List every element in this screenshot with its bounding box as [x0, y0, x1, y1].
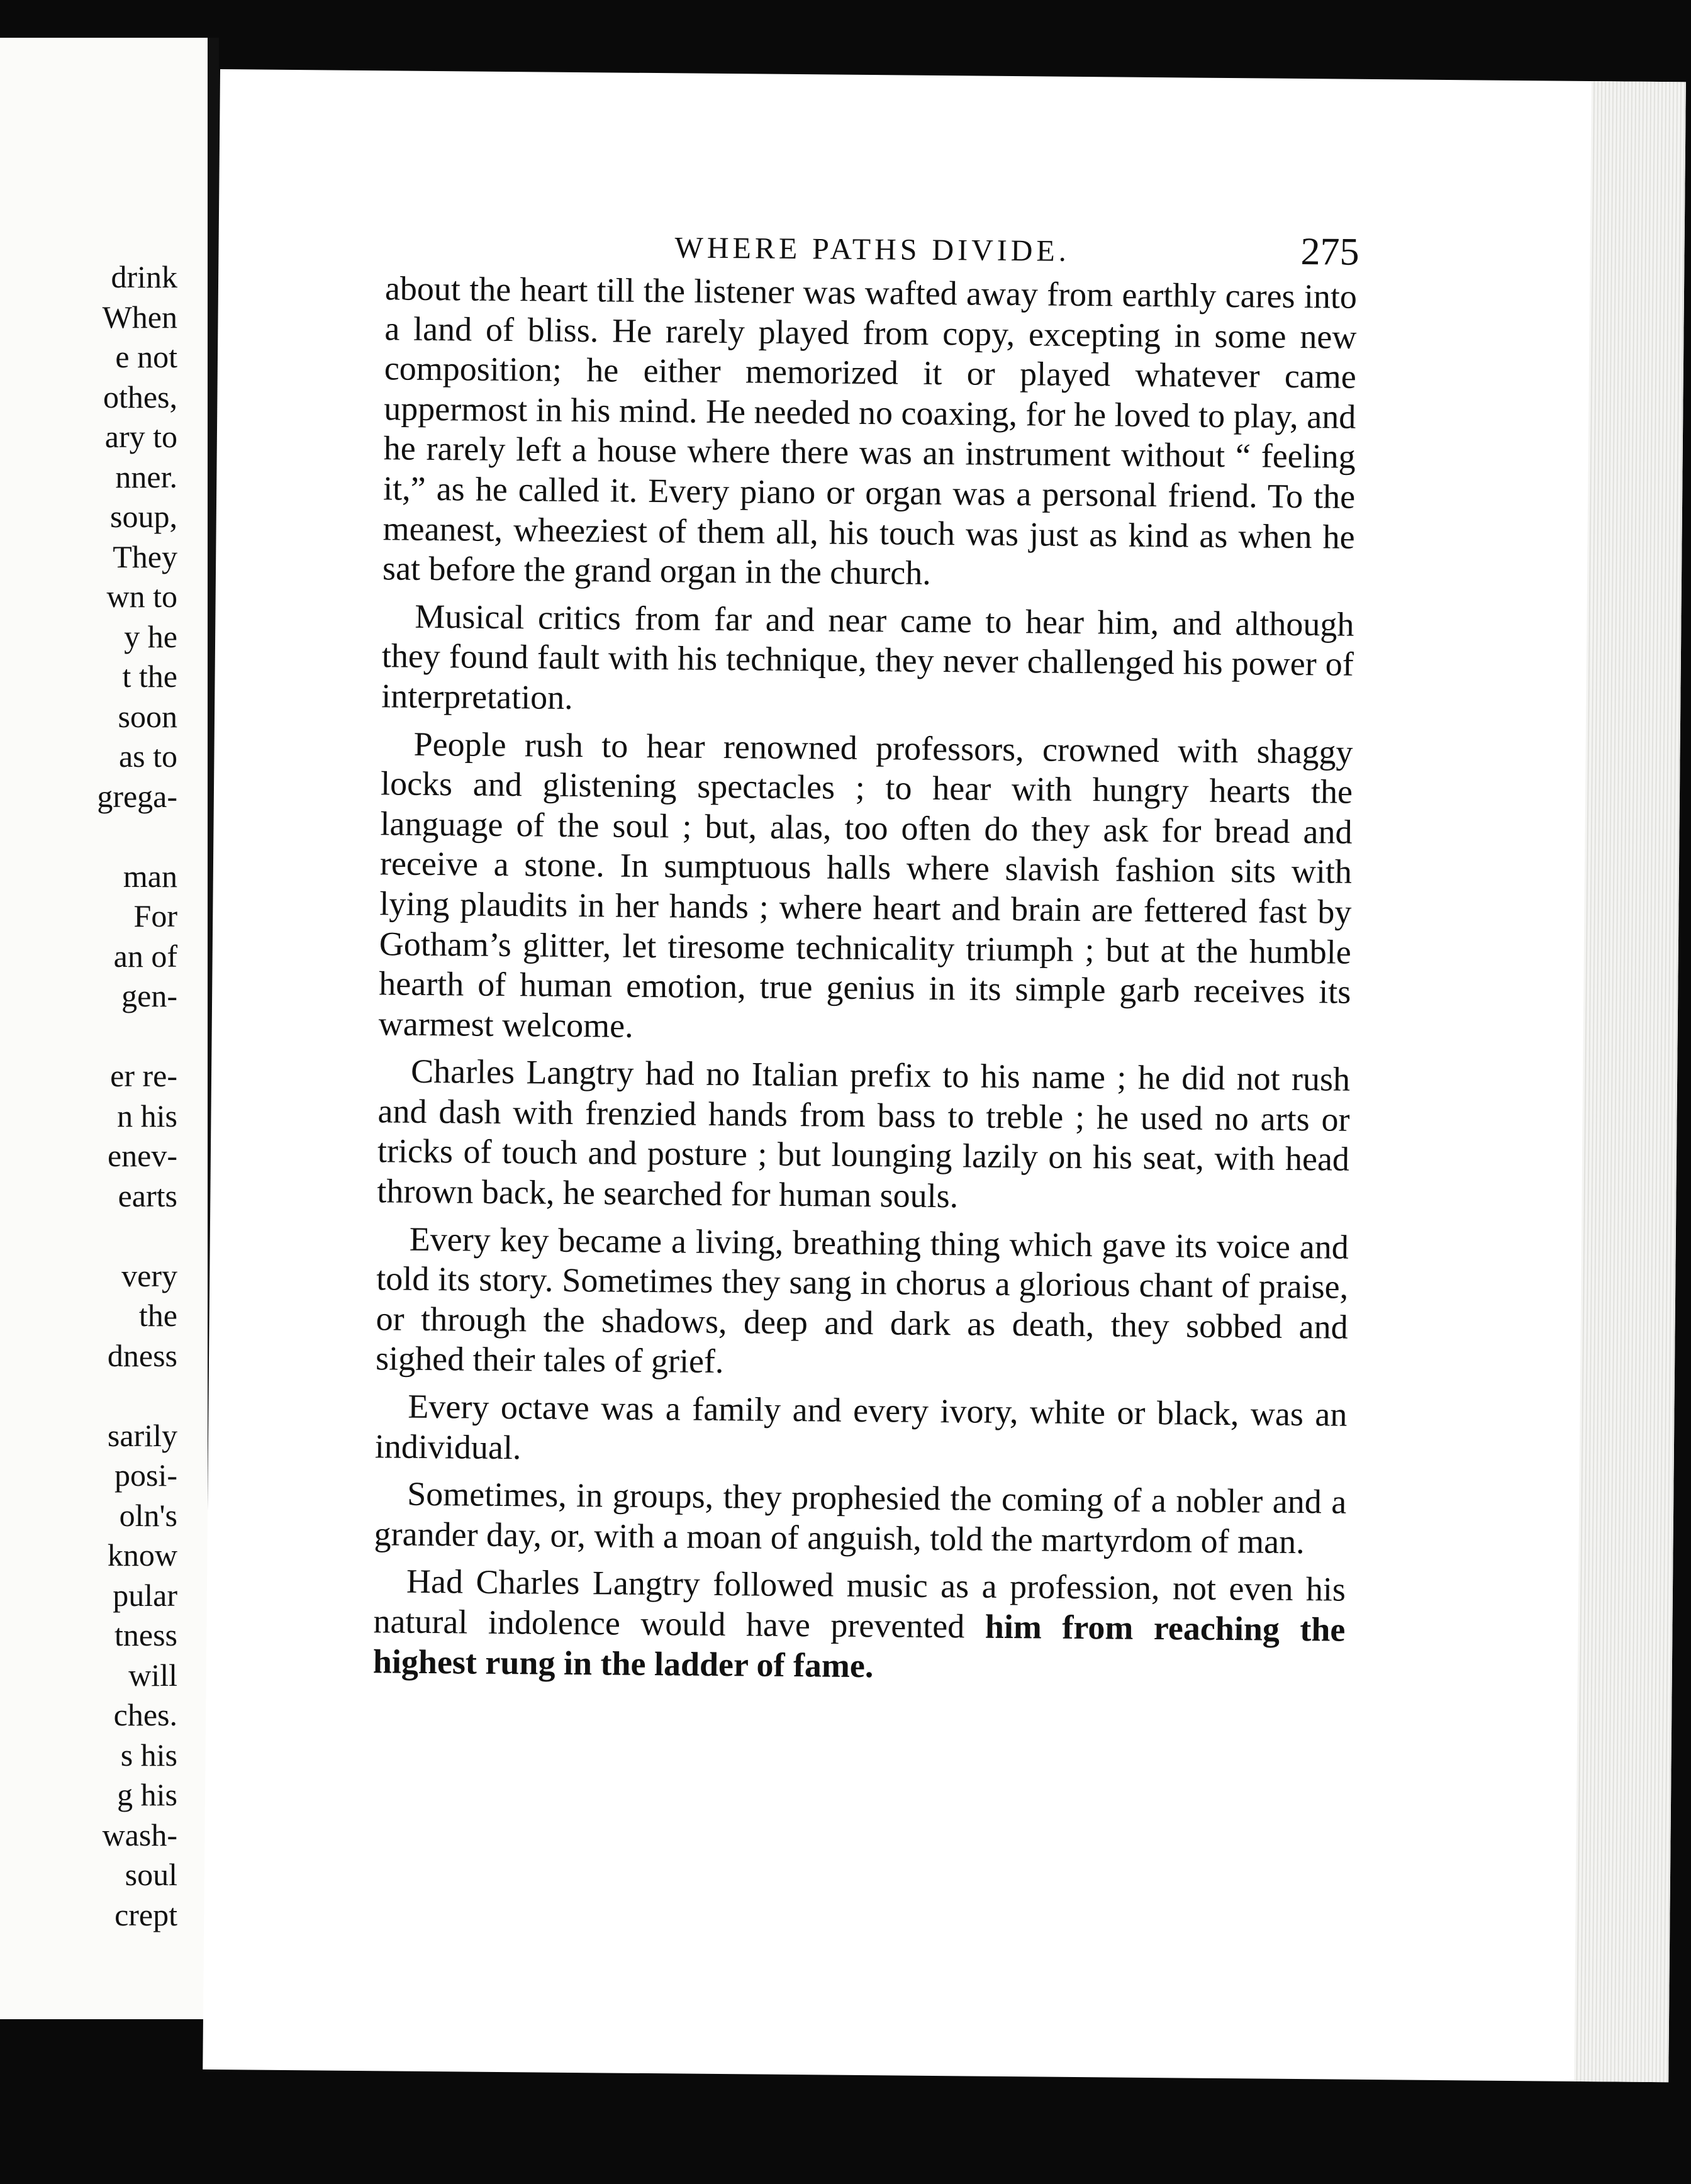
- left-page-fragment: gen-: [121, 978, 177, 1013]
- left-page-fragment: n his: [117, 1098, 177, 1134]
- left-page-fragment: drink: [111, 259, 177, 294]
- left-page-fragment: e not: [115, 339, 177, 374]
- left-page-fragment: They: [113, 538, 177, 574]
- paragraph-4: Charles Langtry had no Italian prefix to his name ; he did not rush and dash with frenzied hands from bass to treble ; he used no arts or tricks of touch and posture ; but lounging lazily on his seat, with head thrown back, he searched for human souls.: [377, 1052, 1351, 1215]
- left-page-fragment: othes,: [103, 379, 177, 415]
- left-page-fragment: tness: [114, 1617, 177, 1652]
- left-page-fragment: earts: [118, 1178, 177, 1213]
- left-page-fragment: enev-: [107, 1138, 177, 1173]
- body-text: [373, 269, 1358, 1698]
- left-page-fragment: t the: [122, 659, 177, 694]
- left-page-fragment: man: [123, 858, 177, 894]
- left-page-fragment: nner.: [115, 459, 177, 494]
- left-page-fragment: g his: [117, 1777, 177, 1812]
- left-page-fragment: ches.: [113, 1697, 177, 1732]
- left-page-fragment: When: [102, 299, 177, 335]
- left-page-fragment: ary to: [104, 419, 177, 454]
- left-page-fragment: an of: [113, 938, 177, 974]
- page-edges: [1574, 81, 1686, 2082]
- left-page-fragment: oln's: [119, 1497, 177, 1533]
- page-number: 275: [1300, 230, 1359, 274]
- book-page: [203, 69, 1686, 2082]
- paragraph-8-bold-line: him from reaching the highest rung in the ladder of fame.: [372, 1607, 1346, 1685]
- paragraph-8: [373, 1562, 1346, 1690]
- left-page-fragment: posi-: [114, 1457, 177, 1493]
- paragraph-8-text: Had Charles Langtry followed music as a profession, not even his natural indolence would have prevented: [373, 1563, 1346, 1646]
- running-title: WHERE PATHS DIVIDE.: [674, 231, 1070, 268]
- left-page-fragment: y he: [124, 618, 177, 654]
- left-page-fragment: wn to: [106, 579, 177, 614]
- paragraph-7: Sometimes, in groups, they prophesied the coming of a nobler and a grander day, or, with a moan of anguish, told the martyrdom of man.: [374, 1474, 1347, 1561]
- left-page-fragment: know: [107, 1537, 177, 1573]
- left-page-fragment: pular: [113, 1577, 177, 1613]
- left-page-fragment: as to: [118, 738, 177, 774]
- left-page-fragment: dness: [107, 1337, 177, 1373]
- paragraph-2: Musical critics from far and near came to hear him, and although they found fault with his technique, they never challenged his power of interpretation.: [381, 597, 1354, 716]
- left-page-fragment: soup,: [110, 499, 177, 534]
- left-page-fragment: soul: [125, 1857, 177, 1892]
- paragraph-5: Every key became a living, breathing thing which gave its voice and told its story. Sometimes they sang in chorus a glorious chant of praise, or through the shadows, deep and dark as death, they sobbed and sighed their tales of grief.: [375, 1220, 1349, 1381]
- left-page-fragment: very: [121, 1257, 177, 1293]
- paragraph-1: about the heart till the listener was wafted away from earthly cares into a land of bliss. He rarely played from copy, excepting in some new composition; he either memorized it or played whatever came uppermost in his mind. He needed no coaxing, for he loved to play, and he rarely left a house where there was an instrument without “ feeling it,” as he called it. Every piano or organ was a personal friend. To the meanest, wheeziest of them all, his touch was just as kind as when he sat before the grand organ in the church.: [382, 269, 1358, 593]
- paragraph-6: Every octave was a family and every ivory, white or black, was an individual.: [374, 1387, 1348, 1466]
- left-page-fragment: crept: [114, 1897, 177, 1932]
- left-page-fragment: grega-: [97, 778, 177, 814]
- left-page-fragment: s his: [120, 1737, 177, 1773]
- paragraph-3: People rush to hear renowned professors, crowned with shaggy locks and glistening spectacles ; to hear with hungry hearts the language of the soul ; but, alas, too often do they ask for bread and receive a stone. In sumptuous halls where slavish fashion sits with lying plaudits in her hands ; where heart and brain are fettered fast by Gotham’s glitter, let tiresome technicality triumph ; but at the humble hearth of human emotion, true genius in its simple garb receives its warmest welcome.: [378, 725, 1353, 1045]
- left-page-fragment: er re-: [110, 1058, 177, 1093]
- left-page-fragment: the: [138, 1298, 177, 1333]
- left-page-fragment: will: [128, 1657, 177, 1693]
- left-page-fragment: sarily: [107, 1417, 177, 1453]
- previous-page-fragment: [0, 38, 213, 2019]
- left-page-fragment: For: [133, 898, 177, 933]
- left-page-fragment: soon: [118, 698, 177, 734]
- left-page-fragment: wash-: [102, 1817, 177, 1852]
